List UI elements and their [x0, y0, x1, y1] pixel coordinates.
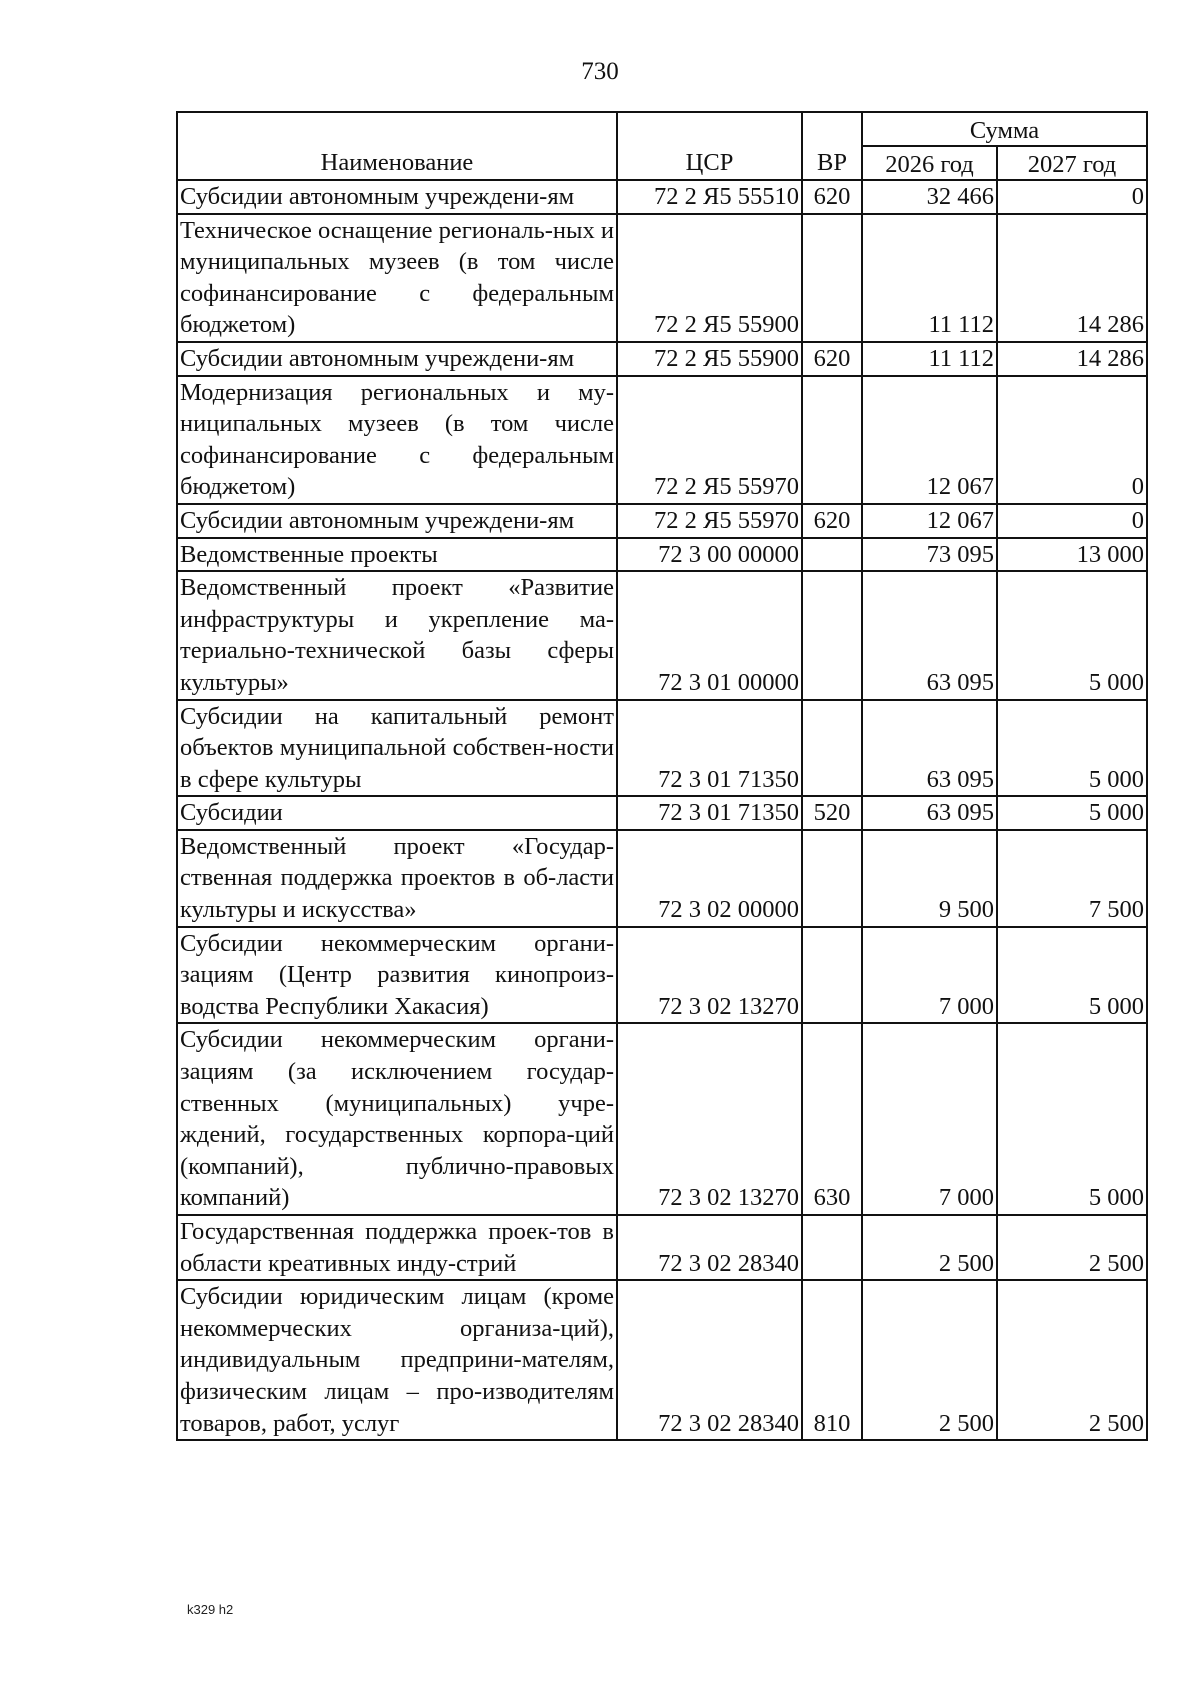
row-amount-2027-cell: 5 000	[997, 1023, 1147, 1215]
row-amount-2027-cell: 0	[997, 180, 1147, 214]
row-amount-2026-cell: 2 500	[862, 1280, 997, 1440]
row-amount-2027-cell: 7 500	[997, 830, 1147, 927]
row-name-cell: Субсидии автономным учреждени-ям	[177, 342, 617, 376]
header-vr: ВР	[802, 112, 862, 180]
header-year-2026: 2026 год	[862, 146, 997, 180]
row-name-cell: Техническое оснащение региональ-ных и муниципальных музеев (в том числе софинансирование с федеральным бюджетом)	[177, 214, 617, 342]
row-vr-cell	[802, 1215, 862, 1280]
row-name-cell: Ведомственный проект «Государ-ственная поддержка проектов в об-ласти культуры и искусства»	[177, 830, 617, 927]
row-csr-cell: 72 2 Я5 55970	[617, 504, 802, 538]
row-name-cell: Субсидии юридическим лицам (кроме некоммерческих организа-ций), индивидуальным предприни-мателям, физическим лицам – про-изводителям товаров, работ, услуг	[177, 1280, 617, 1440]
table-row	[177, 796, 1147, 830]
row-vr-cell	[802, 927, 862, 1024]
header-csr: ЦСР	[617, 112, 802, 180]
row-amount-2027-cell: 14 286	[997, 342, 1147, 376]
table-row	[177, 927, 1147, 1024]
row-amount-2026-cell: 63 095	[862, 700, 997, 797]
row-vr-cell	[802, 830, 862, 927]
row-name-cell: Ведомственный проект «Развитие инфраструктуры и укрепление ма-териально-технической базы сферы культуры»	[177, 571, 617, 699]
footer-code: k329 h2	[187, 1602, 234, 1617]
row-amount-2027-cell: 14 286	[997, 214, 1147, 342]
row-name-cell: Модернизация региональных и му-ниципальных музеев (в том числе софинансирование с федеральным бюджетом)	[177, 376, 617, 504]
row-csr-cell: 72 2 Я5 55510	[617, 180, 802, 214]
row-name-cell: Ведомственные проекты	[177, 538, 617, 572]
table-row	[177, 538, 1147, 572]
row-vr-cell: 520	[802, 796, 862, 830]
row-amount-2027-cell: 5 000	[997, 700, 1147, 797]
row-amount-2027-cell: 5 000	[997, 796, 1147, 830]
table-row	[177, 700, 1147, 797]
row-name-cell: Субсидии	[177, 796, 617, 830]
header-name: Наименование	[177, 112, 617, 180]
row-amount-2026-cell: 9 500	[862, 830, 997, 927]
row-vr-cell: 620	[802, 180, 862, 214]
budget-table	[176, 111, 1148, 1441]
row-vr-cell	[802, 700, 862, 797]
row-amount-2026-cell: 11 112	[862, 342, 997, 376]
header-sum: Сумма	[862, 112, 1147, 146]
table-row	[177, 830, 1147, 927]
row-csr-cell: 72 3 01 00000	[617, 571, 802, 699]
row-csr-cell: 72 2 Я5 55970	[617, 376, 802, 504]
row-amount-2027-cell: 2 500	[997, 1215, 1147, 1280]
row-name-cell: Субсидии автономным учреждени-ям	[177, 504, 617, 538]
row-vr-cell	[802, 571, 862, 699]
table-row	[177, 214, 1147, 342]
row-csr-cell: 72 3 01 71350	[617, 796, 802, 830]
row-amount-2026-cell: 7 000	[862, 927, 997, 1024]
row-amount-2027-cell: 2 500	[997, 1280, 1147, 1440]
table-row	[177, 504, 1147, 538]
row-vr-cell: 620	[802, 504, 862, 538]
row-amount-2027-cell: 0	[997, 504, 1147, 538]
row-amount-2026-cell: 73 095	[862, 538, 997, 572]
row-csr-cell: 72 2 Я5 55900	[617, 342, 802, 376]
row-amount-2027-cell: 5 000	[997, 571, 1147, 699]
table-row	[177, 1280, 1147, 1440]
row-amount-2026-cell: 2 500	[862, 1215, 997, 1280]
row-vr-cell	[802, 376, 862, 504]
row-amount-2026-cell: 12 067	[862, 376, 997, 504]
row-amount-2027-cell: 0	[997, 376, 1147, 504]
table-row	[177, 1023, 1147, 1215]
row-amount-2026-cell: 32 466	[862, 180, 997, 214]
row-name-cell: Субсидии на капитальный ремонт объектов муниципальной собствен-ности в сфере культуры	[177, 700, 617, 797]
page-number: 730	[581, 58, 619, 85]
row-csr-cell: 72 3 02 00000	[617, 830, 802, 927]
row-csr-cell: 72 3 02 28340	[617, 1215, 802, 1280]
row-vr-cell	[802, 214, 862, 342]
row-csr-cell: 72 3 01 71350	[617, 700, 802, 797]
table-row	[177, 571, 1147, 699]
row-amount-2027-cell: 5 000	[997, 927, 1147, 1024]
table-row	[177, 180, 1147, 214]
row-amount-2026-cell: 11 112	[862, 214, 997, 342]
row-csr-cell: 72 3 00 00000	[617, 538, 802, 572]
row-amount-2026-cell: 63 095	[862, 571, 997, 699]
row-name-cell: Субсидии некоммерческим органи-зациям (за исключением государ-ственных (муниципальных) учре-ждений, государственных корпора-ций (компаний), публично-правовых компаний)	[177, 1023, 617, 1215]
row-amount-2026-cell: 12 067	[862, 504, 997, 538]
row-amount-2026-cell: 63 095	[862, 796, 997, 830]
row-csr-cell: 72 3 02 28340	[617, 1280, 802, 1440]
row-name-cell: Государственная поддержка проек-тов в области креативных инду-стрий	[177, 1215, 617, 1280]
row-csr-cell: 72 3 02 13270	[617, 927, 802, 1024]
row-vr-cell: 620	[802, 342, 862, 376]
row-name-cell: Субсидии автономным учреждени-ям	[177, 180, 617, 214]
row-csr-cell: 72 2 Я5 55900	[617, 214, 802, 342]
row-csr-cell: 72 3 02 13270	[617, 1023, 802, 1215]
row-amount-2027-cell: 13 000	[997, 538, 1147, 572]
table-row	[177, 1215, 1147, 1280]
row-vr-cell: 810	[802, 1280, 862, 1440]
row-amount-2026-cell: 7 000	[862, 1023, 997, 1215]
row-vr-cell	[802, 538, 862, 572]
table-row	[177, 342, 1147, 376]
row-name-cell: Субсидии некоммерческим органи-зациям (Центр развития кинопроиз-водства Республики Хакасия)	[177, 927, 617, 1024]
header-year-2027: 2027 год	[997, 146, 1147, 180]
row-vr-cell: 630	[802, 1023, 862, 1215]
table-row	[177, 376, 1147, 504]
table-header	[177, 112, 1147, 180]
table-body	[177, 180, 1147, 1440]
